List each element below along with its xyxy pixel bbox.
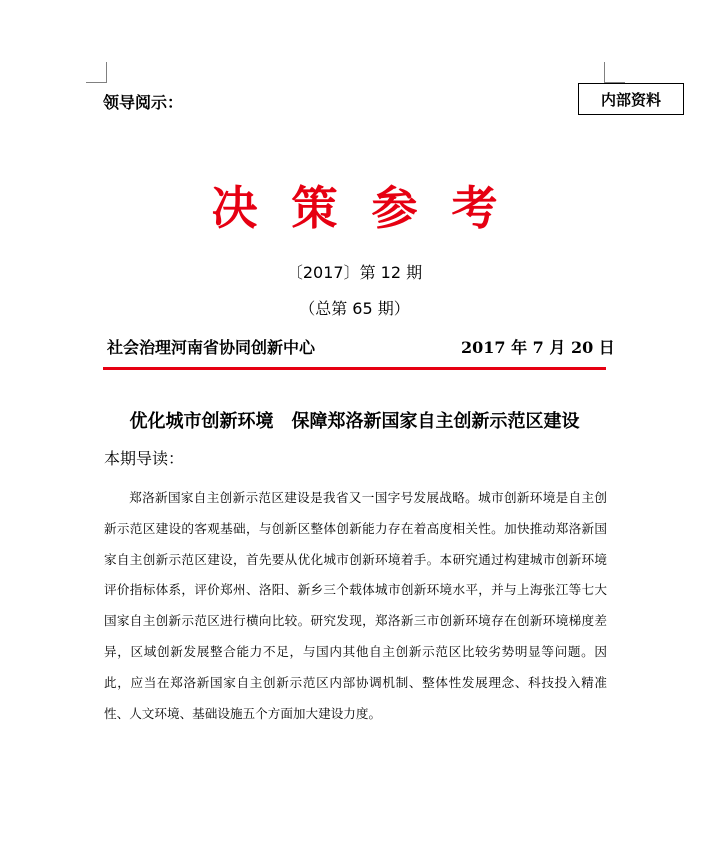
article-title: 优化城市创新环境 保障郑洛新国家自主创新示范区建设 bbox=[129, 411, 580, 432]
organization-name: 社会治理河南省协同创新中心 bbox=[107, 338, 316, 357]
total-issue-number: （总第 65 期） bbox=[299, 299, 410, 318]
crop-mark-top-left bbox=[86, 62, 107, 83]
masthead-title: 决策参考 bbox=[211, 181, 532, 235]
guide-label: 本期导读： bbox=[104, 449, 185, 468]
internal-document-label: 内部资料 bbox=[600, 90, 661, 109]
red-divider-rule bbox=[103, 367, 606, 370]
issue-number: 〔2017〕第 12 期 bbox=[286, 263, 423, 282]
crop-mark-top-right bbox=[604, 62, 625, 83]
leader-review-label: 领导阅示： bbox=[103, 93, 184, 112]
summary-paragraph: 郑洛新国家自主创新示范区建设是我省又一国字号发展战略。城市创新环境是自主创新示范区建设的客观基础，与创新区整体创新能力存在着高度相关性。加快推动郑洛新国家自主创新示范区建设，首先要从优化城市创新环境着手。本研究通过构建城市创新环境评价指标体系，评价郑州、洛阳、新乡三个载体城市创新环境水平，并与上海张江等七大国家自主创新示范区进行横向比较。研究发现，郑洛新三市创新环境存在创新环境梯度差异，区域创新发展整合能力不足，与国内其他自主创新示范区比较劣势明显等问题。因此，应当在郑洛新国家自主创新示范区内部协调机制、整体性发展理念、科技投入精准性、人文环境、基础设施五个方面加大建设力度。 bbox=[104, 490, 607, 721]
internal-document-badge bbox=[578, 83, 684, 115]
publication-date: 2017 年 7 月 20 日 bbox=[461, 338, 615, 357]
